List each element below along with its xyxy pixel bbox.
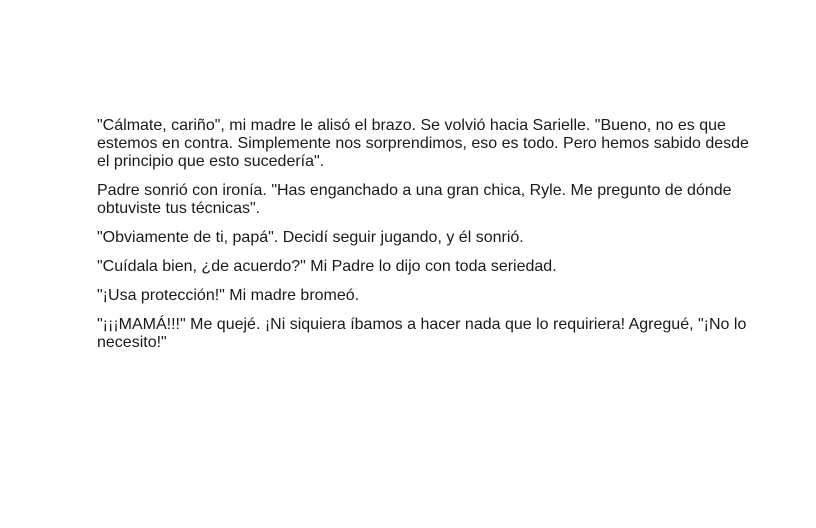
paragraph-protection: "¡Usa protección!" Mi madre bromeó. <box>97 287 360 304</box>
document-body <box>97 117 757 363</box>
paragraph-calm-down: "Cálmate, cariño", mi madre le alisó el brazo. Se volvió hacia Sarielle. "Bueno, no es que estemos en contra. Simplemente nos sorprendimos, eso es todo. Pero hemos sabido desde el principio que esto sucedería". <box>97 117 749 170</box>
paragraph-mom-complaint: "¡¡¡MAMÁ!!!" Me quejé. ¡Ni siquiera íbamos a hacer nada que lo requiriera! Agregué, "¡No lo necesito!" <box>97 316 747 351</box>
paragraph-obviously: "Obviamente de ti, papá". Decidí seguir jugando, y él sonrió. <box>97 229 524 246</box>
paragraph-take-care: "Cuídala bien, ¿de acuerdo?" Mi Padre lo dijo con toda seriedad. <box>97 258 557 275</box>
paragraph-father-smiles: Padre sonrió con ironía. "Has enganchado a una gran chica, Ryle. Me pregunto de dónde obtuviste tus técnicas". <box>97 182 732 217</box>
